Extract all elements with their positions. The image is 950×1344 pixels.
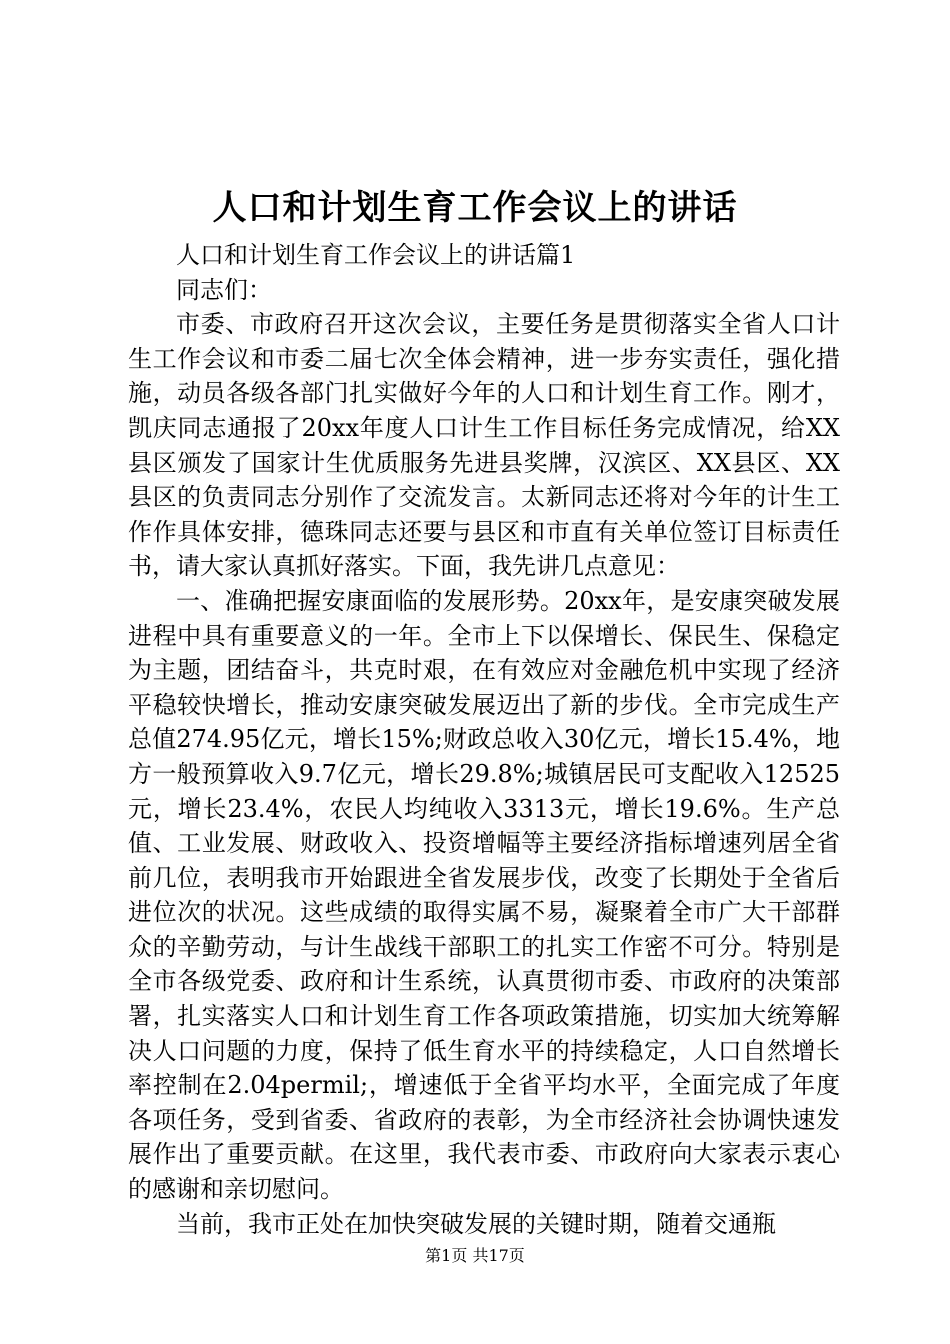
document-body [128, 238, 840, 1241]
page-footer: 第1页 共17页 [425, 1246, 525, 1265]
section-heading: 人口和计划生育工作会议上的讲话篇1 [176, 241, 576, 269]
body-paragraph: 市委、市政府召开这次会议，主要任务是贯彻落实全省人口计生工作会议和市委二届七次全体会精神，进一步夯实责任，强化措施，动员各级各部门扎实做好今年的人口和计划生育工作。刚才，凯庆同志通报了20xx年度人口计生工作目标任务完成情况，给XX县区颁发了国家计生优质服务先进县奖牌，汉滨区、XX县区、XX县区的负责同志分别作了交流发言。太新同志还将对今年的计生工作作具体安排，德珠同志还要与县区和市直有关单位签订目标责任书，请大家认真抓好落实。下面，我先讲几点意见： [128, 310, 840, 581]
body-paragraph: 当前，我市正处在加快突破发展的关键时期，随着交通瓶 [176, 1209, 776, 1238]
document-title: 人口和计划生育工作会议上的讲话 [212, 188, 738, 228]
salutation: 同志们： [176, 275, 272, 304]
body-paragraph: 一、准确把握安康面临的发展形势。20xx年，是安康突破发展进程中具有重要意义的一年。全市上下以保增长、保民生、保稳定为主题，团结奋斗，共克时艰，在有效应对金融危机中实现了经济平稳较快增长，推动安康突破发展迈出了新的步伐。全市完成生产总值274.95亿元，增长15%;财政总收入30亿元，增长15.4%，地方一般预算收入9.7亿元，增长29.8%;城镇居民可支配收入12525元，增长23.4%，农民人均纯收入3313元，增长19.6%。生产总值、工业发展、财政收入、投资增幅等主要经济指标增速列居全省前几位，表明我市开始跟进全省发展步伐，改变了长期处于全省后进位次的状况。这些成绩的取得实属不易，凝聚着全市广大干部群众的辛勤劳动，与计生战线干部职工的扎实工作密不可分。特别是全市各级党委、政府和计生系统，认真贯彻市委、市政府的决策部署，扎实落实人口和计划生育工作各项政策措施，切实加大统筹解决人口问题的力度，保持了低生育水平的持续稳定，人口自然增长率控制在2.04permil;，增速低于全省平均水平，全面完成了年度各项任务，受到省委、省政府的表彰，为全市经济社会协调快速发展作出了重要贡献。在这里，我代表市委、市政府向大家表示衷心的感谢和亲切慰问。 [128, 586, 840, 1204]
